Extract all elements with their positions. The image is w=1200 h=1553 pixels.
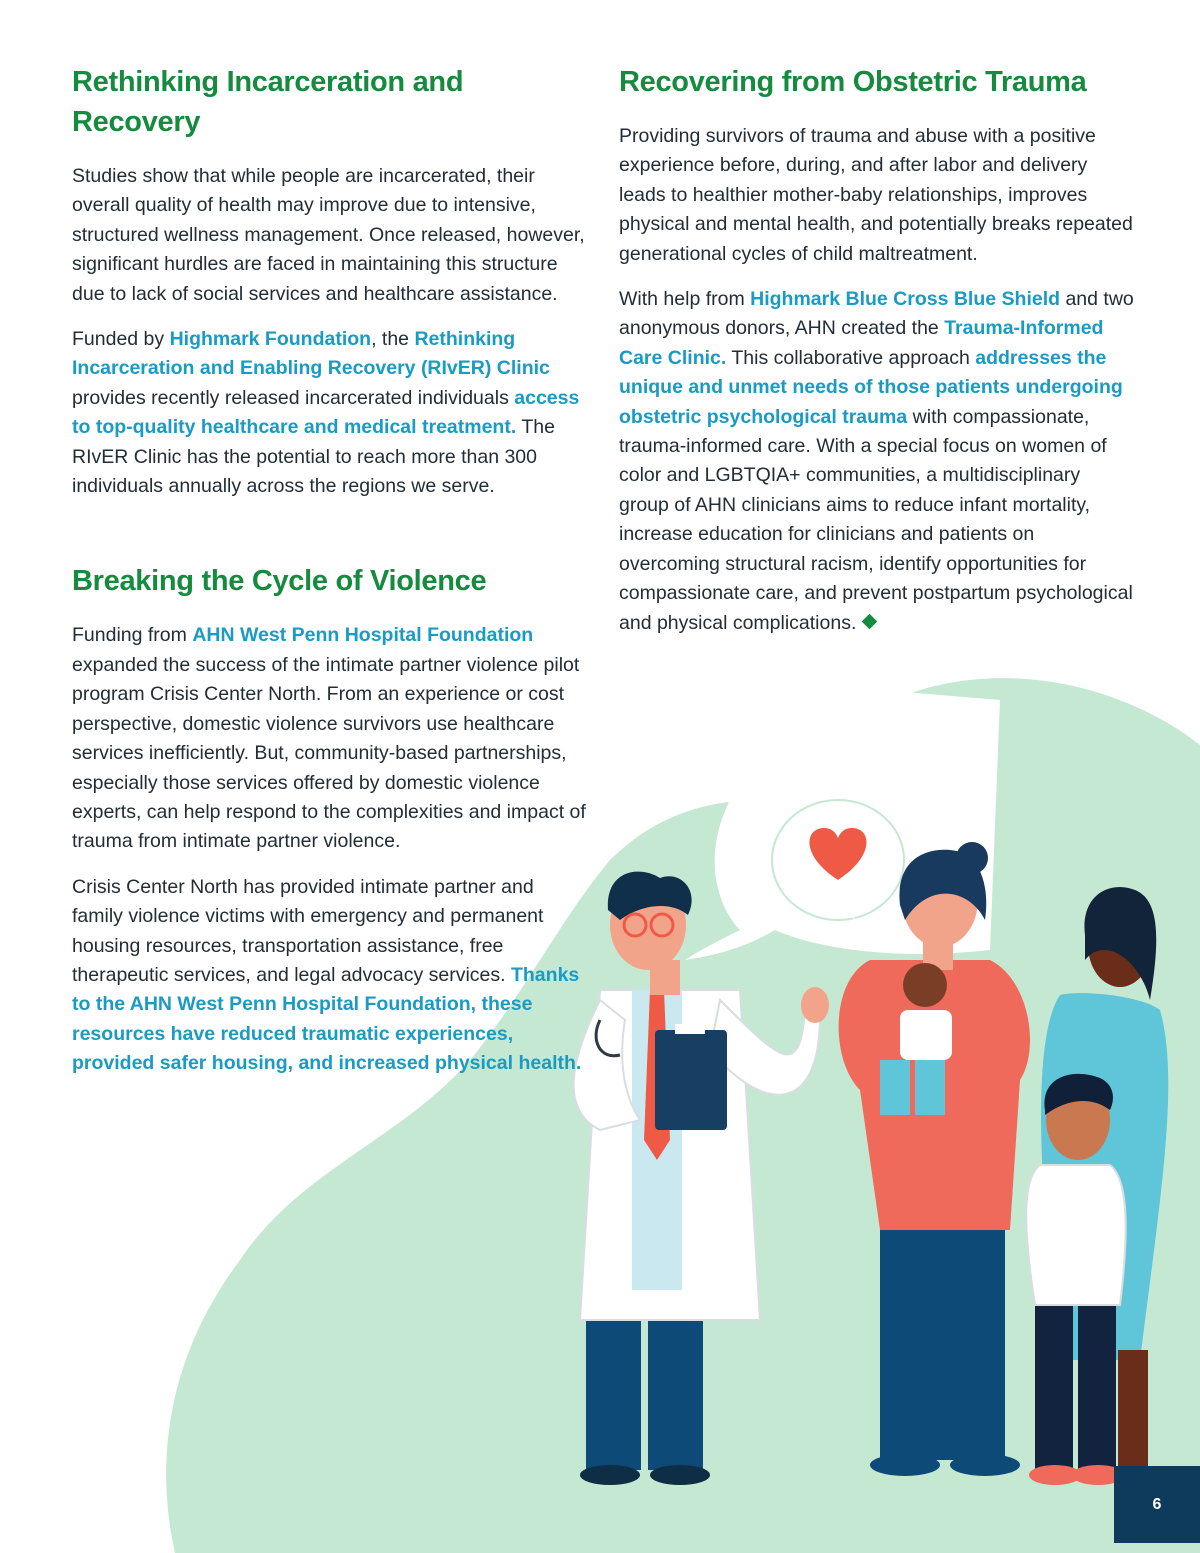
end-diamond-icon <box>862 613 878 629</box>
text: Crisis Center North has provided intimate partner and family violence victims with emergency and permanent housing resources, transportation assistance, free therapeutic services, and legal advocacy services. <box>72 875 544 986</box>
text: , the <box>371 328 415 351</box>
link-highmark-bcbs[interactable]: Highmark Blue Cross Blue Shield <box>750 288 1061 311</box>
text: and two anonymous donors, AHN created the <box>619 288 1134 340</box>
text: Funding from <box>72 624 193 647</box>
heading-rethinking-incarceration: Rethinking Incarceration and Recovery <box>72 66 464 138</box>
text: The RIvER Clinic has the potential to reach more than 300 individuals annually across the regions we serve. <box>72 416 555 498</box>
paragraph-river-clinic <box>72 325 587 501</box>
paragraph-obstetric-intro: Providing survivors of trauma and abuse with a positive experience before, during, and after labor and delivery leads to healthier mother-baby relationships, improves physical and mental health, and potentially breaks repeated generational cycles of child maltreatment. <box>619 125 1133 265</box>
paragraph-incarceration-intro: Studies show that while people are incarcerated, their overall quality of health may improve due to intensive, structured wellness management. Once released, however, significant hurdles are faced in maintaining this structure due to lack of social services and healthcare assistance. <box>72 165 585 305</box>
heading-breaking-cycle: Breaking the Cycle of Violence <box>72 565 487 598</box>
highlight-resources-outcome: Thanks to the AHN West Penn Hospital Foundation, these resources have reduced traumatic experiences, provided safer housing, and increased physical health. <box>72 963 582 1075</box>
link-highmark-foundation[interactable]: Highmark Foundation <box>169 328 372 351</box>
heading-obstetric-trauma: Recovering from Obstetric Trauma <box>619 66 1087 98</box>
paragraph-trauma-clinic <box>619 285 1134 638</box>
paragraph-crisis-center-services <box>72 873 587 1079</box>
paragraph-crisis-center-funding <box>72 621 587 856</box>
right-column <box>619 62 1134 654</box>
highlight-access-healthcare: access to top-quality healthcare and medical treatment. <box>72 386 580 439</box>
highlight-unmet-needs: addresses the unique and unmet needs of those patients undergoing obstetric psychological trauma <box>619 346 1123 428</box>
text: With help from <box>619 288 751 311</box>
text: Funded by <box>72 328 170 351</box>
page-number: 6 <box>1114 1466 1200 1543</box>
text: This collaborative approach <box>726 346 976 369</box>
link-river-clinic[interactable]: Rethinking Incarceration and Enabling Recovery (RIvER) Clinic <box>72 328 550 380</box>
link-west-penn-foundation[interactable]: AHN West Penn Hospital Foundation <box>192 624 534 647</box>
text: with compassionate, trauma-informed care. With a special focus on women of color and LGBTQIA+ communities, a multidisciplinary group of AHN clinicians aims to reduce infant mortality, increase education for clinicians and patients on overcoming structural racism, identify opportunities for compassionate care, and prevent postpartum psychological and physical complications. <box>619 405 1133 634</box>
left-column <box>72 62 587 1095</box>
text: expanded the success of the intimate partner violence pilot program Crisis Center North. From an experience or cost perspective, domestic violence survivors use healthcare services inefficiently. But, community-based partnerships, especially those services offered by domestic violence experts, can help respond to the complexities and impact of trauma from intimate partner violence. <box>72 653 586 853</box>
link-trauma-informed-clinic[interactable]: Trauma-Informed Care Clinic. <box>619 317 1104 369</box>
text: provides recently released incarcerated individuals <box>72 386 515 409</box>
